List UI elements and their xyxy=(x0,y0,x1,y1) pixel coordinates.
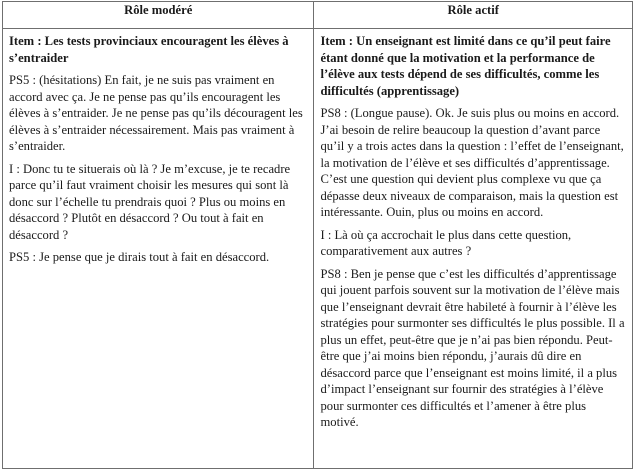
header-active-role: Rôle actif xyxy=(314,2,633,29)
active-transcript-paragraph: PS8 : Ben je pense que c’est les difficultés d’apprentissage qui jouent parfois souvent sur la motivation de l’élève mais que l’enseignant devrait être habileté à fournir à l’élève les stratégies pour surmonter ses difficultés le plus possible. Il a plus un effet, peut-être que je n’ai pas bien répondu. Peut-être que j’ai moins bien répondu, j’aurais dû dire en désaccord parce que l’enseignant est moins limité, il a plus d’impact l’enseignant sur fournir des stratégies à l’élève pour surmonter ces difficultés et l’amener à être plus motivé. xyxy=(320,266,625,429)
content-row xyxy=(3,29,633,469)
active-role-cell xyxy=(314,29,633,469)
interview-table xyxy=(2,1,633,469)
header-moderate-role: Rôle modéré xyxy=(3,2,314,29)
moderate-transcript-paragraph: PS5 : Je pense que je dirais tout à fait en désaccord. xyxy=(9,250,270,264)
active-transcript-paragraph: PS8 : (Longue pause). Ok. Je suis plus ou moins en accord. J’ai besoin de relire beaucoup la question d’avant parce qu’il y a trois actes dans la question : l’effet de l’enseignant, la motivation de l’élève et ses difficultés d’apprentissage. C’est une question qui devient plus complexe vu que ça dépasse deux niveaux de comparaison, mais la question est intéressante. Ouin, plus ou moins en accord. xyxy=(320,106,624,219)
moderate-role-cell xyxy=(3,29,314,469)
active-transcript-paragraph: I : Là où ça accrochait le plus dans cette question, comparativement aux autres ? xyxy=(320,227,572,258)
moderate-transcript-paragraph: PS5 : (hésitations) En fait, je ne suis pas vraiment en accord avec ça. Je ne pense pas qu’ils encouragent les élèves à s’entraider. Je ne pense pas qu’ils découragent les élèves à s’entraider nécessairement. Mais pas vraiment à s’entraider. xyxy=(9,73,303,153)
active-item-statement: Item : Un enseignant est limité dans ce qu’il peut faire étant donné que la motivation et la performance de l’élève aux tests dépend de ses difficultés, comme les difficultés (apprentissage) xyxy=(320,34,611,98)
header-row xyxy=(3,2,633,29)
moderate-transcript-paragraph: I : Donc tu te situerais où là ? Je m’excuse, je te recadre parce qu’il faut vraiment choisir les mesures qui sont là donc sur l’échelle tu prendrais quoi ? Plus ou moins en désaccord ? Plutôt en désaccord ? Ou tout à fait en désaccord ? xyxy=(9,161,291,242)
moderate-item-statement: Item : Les tests provinciaux encouragent les élèves à s’entraider xyxy=(9,34,289,65)
